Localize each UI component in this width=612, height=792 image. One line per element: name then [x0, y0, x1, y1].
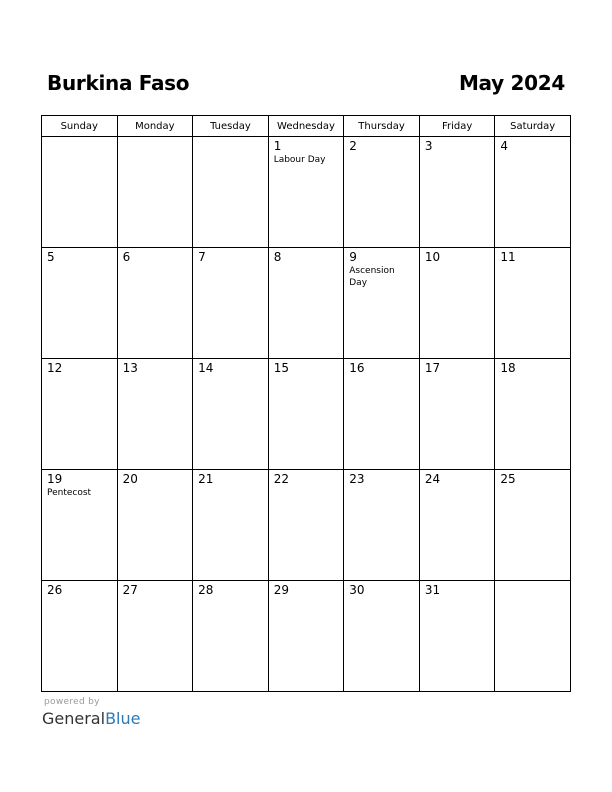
- day-number: [42, 137, 117, 139]
- holiday-label: Pentecost: [47, 488, 92, 498]
- day-number: 28: [198, 583, 214, 597]
- day-number: 8: [273, 250, 282, 264]
- day-cell: [117, 137, 193, 248]
- day-cell: [344, 137, 420, 248]
- holiday-label: Labour Day: [273, 155, 326, 165]
- day-cell: [268, 248, 344, 359]
- day-cell: [419, 248, 495, 359]
- day-number: 25: [500, 472, 516, 486]
- day-number: [193, 137, 268, 139]
- day-number: 5: [47, 250, 55, 264]
- weekday-wednesday: Wednesday: [268, 116, 344, 137]
- day-cell: [344, 470, 420, 581]
- day-number: 9: [349, 250, 357, 264]
- generalblue-logo[interactable]: [42, 709, 140, 728]
- month-title: May 2024: [458, 71, 565, 95]
- day-cell: [117, 470, 193, 581]
- day-cell: [495, 248, 571, 359]
- day-number: 19: [47, 472, 63, 486]
- day-cell: [268, 581, 344, 692]
- day-cell: [495, 470, 571, 581]
- week-row: [42, 470, 571, 581]
- day-number: 20: [122, 472, 138, 486]
- day-number: 3: [424, 139, 433, 153]
- day-number: [118, 137, 193, 139]
- day-number: 11: [500, 250, 516, 264]
- calendar-grid: [41, 115, 571, 692]
- holiday-label: Ascension Day: [349, 266, 395, 288]
- day-number: 6: [122, 250, 131, 264]
- powered-by-text: powered by: [44, 697, 100, 707]
- weekday-header-row: [42, 116, 571, 137]
- day-cell: [344, 248, 420, 359]
- day-number: 17: [424, 361, 441, 375]
- day-cell: [193, 248, 269, 359]
- weekday-saturday: Saturday: [495, 116, 571, 137]
- day-cell: [42, 137, 118, 248]
- weekday-sunday: Sunday: [42, 116, 118, 137]
- day-number: 24: [424, 472, 441, 486]
- logo-text-blue: Blue: [105, 709, 141, 728]
- day-cell: [268, 359, 344, 470]
- day-cell: [344, 359, 420, 470]
- day-cell: [117, 248, 193, 359]
- day-number: 10: [424, 250, 441, 264]
- day-number: 30: [349, 583, 365, 597]
- day-cell: [268, 137, 344, 248]
- day-cell: [42, 470, 118, 581]
- day-number: 27: [122, 583, 138, 597]
- weekday-thursday: Thursday: [344, 116, 420, 137]
- week-row: [42, 359, 571, 470]
- day-number: 16: [349, 361, 365, 375]
- day-cell: [193, 581, 269, 692]
- weekday-tuesday: Tuesday: [193, 116, 269, 137]
- day-cell: [193, 359, 269, 470]
- day-number: 12: [47, 361, 63, 375]
- weekday-monday: Monday: [117, 116, 193, 137]
- day-cell: [117, 359, 193, 470]
- day-cell: [42, 359, 118, 470]
- day-cell: [42, 248, 118, 359]
- day-cell: [419, 359, 495, 470]
- day-cell: [495, 359, 571, 470]
- day-cell: [42, 581, 118, 692]
- day-number: 26: [47, 583, 63, 597]
- day-number: 1: [273, 139, 282, 153]
- day-cell: [117, 581, 193, 692]
- weekday-friday: Friday: [419, 116, 495, 137]
- day-number: 14: [198, 361, 214, 375]
- day-cell: [193, 137, 269, 248]
- day-cell: [419, 470, 495, 581]
- day-number: 23: [349, 472, 365, 486]
- day-cell: [419, 581, 495, 692]
- day-number: 7: [198, 250, 206, 264]
- day-number: 18: [500, 361, 516, 375]
- day-cell: [193, 470, 269, 581]
- day-cell: [268, 470, 344, 581]
- day-number: 13: [122, 361, 138, 375]
- day-cell: [495, 137, 571, 248]
- day-number: 22: [273, 472, 289, 486]
- week-row: [42, 248, 571, 359]
- day-cell: [344, 581, 420, 692]
- day-cell: [495, 581, 571, 692]
- week-row: [42, 581, 571, 692]
- week-row: [42, 137, 571, 248]
- day-number: 2: [349, 139, 357, 153]
- day-number: 21: [198, 472, 214, 486]
- logo-text-general: General: [42, 709, 106, 728]
- day-number: 15: [273, 361, 289, 375]
- country-title: Burkina Faso: [47, 71, 190, 95]
- day-cell: [419, 137, 495, 248]
- day-number: [495, 581, 570, 583]
- day-number: 4: [500, 139, 509, 153]
- day-number: 31: [424, 583, 441, 597]
- day-number: 29: [273, 583, 289, 597]
